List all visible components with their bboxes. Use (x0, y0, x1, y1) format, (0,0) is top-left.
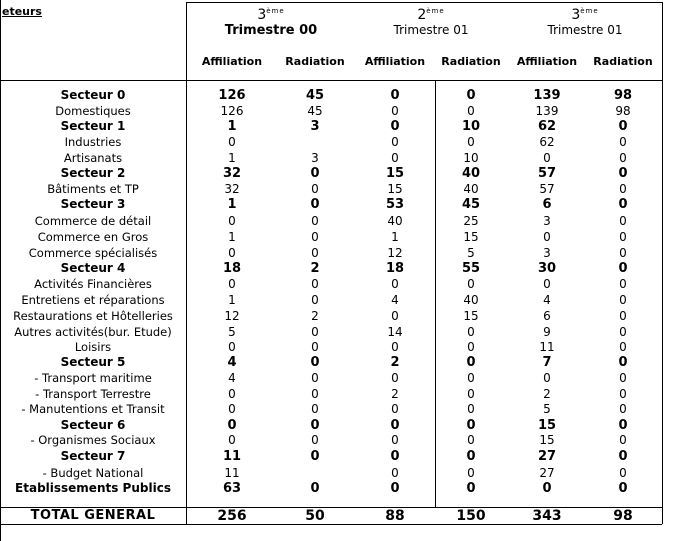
table-cell: 0 (310, 481, 320, 496)
table-cell: 126 (218, 88, 246, 103)
column-header: Radiation (593, 55, 653, 68)
row-label: Secteur 6 (60, 418, 126, 432)
period-header-1 (196, 4, 346, 38)
table-cell: 5 (467, 246, 475, 260)
table-cell: 0 (391, 277, 399, 291)
header-bottom-border (0, 80, 662, 81)
period-trimester: Trimestre 01 (547, 23, 623, 37)
table-cell: 0 (228, 135, 236, 149)
row-label: Secteur 5 (60, 355, 126, 369)
table-cell: 0 (619, 246, 627, 260)
table-cell: 0 (310, 418, 320, 433)
total-cell: 88 (385, 508, 405, 524)
table-cell: 30 (537, 261, 557, 276)
table-cell: 0 (467, 340, 475, 354)
table-cell: 45 (305, 88, 325, 103)
top-border (186, 2, 663, 3)
table-cell: 0 (618, 481, 628, 496)
table-cell: 18 (385, 261, 405, 276)
table-cell: 98 (613, 88, 633, 103)
total-cell: 50 (305, 508, 325, 524)
table-cell: 139 (533, 88, 561, 103)
table-cell: 2 (311, 309, 319, 323)
table-cell: 14 (387, 325, 403, 339)
table-cell: 63 (222, 481, 242, 496)
sector-row (0, 261, 684, 277)
table-cell: 0 (543, 277, 551, 291)
row-label: Etablissements Publics (15, 481, 171, 495)
table-cell: 1 (228, 293, 236, 307)
column-header: Radiation (285, 55, 345, 68)
table-cell: 0 (391, 309, 399, 323)
table-cell: 0 (619, 402, 627, 416)
table-cell: 0 (543, 371, 551, 385)
row-label: Commerce de détail (34, 214, 152, 228)
row-label: Secteur 7 (60, 449, 126, 463)
table-cell: 0 (311, 293, 319, 307)
table-cell: 4 (543, 293, 551, 307)
table-cell: 0 (311, 340, 319, 354)
row-label: Secteur 3 (60, 197, 126, 211)
table-cell: 0 (390, 418, 400, 433)
subsector-row (0, 182, 684, 198)
table-cell: 15 (387, 182, 403, 196)
table-cell: 0 (619, 230, 627, 244)
table-cell: 0 (466, 481, 476, 496)
row-label: Secteur 4 (60, 261, 126, 275)
table-cell: 10 (461, 119, 481, 134)
subsector-row (0, 151, 684, 167)
table-cell: 0 (618, 418, 628, 433)
table-cell: 0 (467, 371, 475, 385)
table-cell: 0 (391, 151, 399, 165)
table-cell: 0 (310, 355, 320, 370)
table-cell: 45 (461, 197, 481, 212)
table-cell: 0 (311, 246, 319, 260)
table-cell: 40 (387, 214, 403, 228)
row-label: - Manutentions et Transit (21, 402, 165, 416)
sector-row (0, 418, 684, 434)
table-cell: 3 (543, 214, 551, 228)
table-cell: 1 (391, 230, 399, 244)
sector-row (0, 166, 684, 182)
table-cell: 0 (467, 277, 475, 291)
subsector-row (0, 387, 684, 403)
table-cell: 32 (224, 182, 240, 196)
period-ordinal: 3 (257, 7, 267, 23)
period-ordinal-suffix: ème (580, 7, 599, 15)
table-cell: 0 (619, 466, 627, 480)
table-cell: 1 (228, 230, 236, 244)
table-cell: 5 (543, 402, 551, 416)
table-cell: 0 (391, 135, 399, 149)
table-cell: 0 (619, 277, 627, 291)
table-cell: 62 (539, 135, 555, 149)
table-cell: 0 (310, 197, 320, 212)
table-cell: 0 (391, 104, 399, 118)
total-cell: 98 (613, 508, 633, 524)
period-header-3 (510, 4, 660, 38)
table-cell: 0 (228, 387, 236, 401)
table-cell: 12 (387, 246, 403, 260)
table-cell: 0 (618, 197, 628, 212)
table-cell: 40 (463, 293, 479, 307)
period-ordinal-suffix: ème (266, 7, 285, 15)
table-cell: 0 (311, 371, 319, 385)
sector-row (0, 449, 684, 465)
row-label: Entretiens et réparations (21, 293, 165, 307)
table-cell: 0 (311, 402, 319, 416)
table-cell: 98 (615, 104, 631, 118)
table-cell: 53 (385, 197, 405, 212)
subsector-row (0, 309, 684, 325)
table-cell: 62 (537, 119, 557, 134)
table-cell: 0 (390, 449, 400, 464)
table-cell: 0 (228, 402, 236, 416)
table-cell: 15 (537, 418, 557, 433)
subsector-row (0, 433, 684, 449)
table-cell: 0 (619, 387, 627, 401)
table-cell: 126 (220, 104, 244, 118)
table-cell: 0 (619, 340, 627, 354)
period-trimester: Trimestre 01 (393, 23, 469, 37)
row-label: Secteur 0 (60, 88, 126, 102)
table-cell: 0 (619, 151, 627, 165)
total-bottom-border (0, 524, 662, 525)
row-label: - Transport Terrestre (35, 387, 151, 401)
subsector-row (0, 135, 684, 151)
table-cell: 0 (466, 355, 476, 370)
table-cell: 0 (467, 402, 475, 416)
table-cell: 0 (311, 214, 319, 228)
table-cell: 0 (390, 481, 400, 496)
table-cell: 2 (391, 387, 399, 401)
subsector-row (0, 293, 684, 309)
table-cell: 0 (619, 135, 627, 149)
table-cell: 10 (463, 151, 479, 165)
table-cell: 0 (391, 402, 399, 416)
table-cell: 0 (310, 166, 320, 181)
table-cell: 18 (222, 261, 242, 276)
table-cell: 4 (391, 293, 399, 307)
table-cell: 6 (542, 197, 552, 212)
table-cell: 0 (618, 119, 628, 134)
table-cell: 0 (466, 418, 476, 433)
table-cell: 2 (390, 355, 400, 370)
row-label: Activités Financières (34, 277, 152, 291)
table-cell: 1 (227, 197, 237, 212)
table-cell: 0 (466, 88, 476, 103)
subsector-row (0, 230, 684, 246)
period-ordinal: 3 (571, 7, 581, 23)
table-cell: 15 (385, 166, 405, 181)
table-cell: 27 (539, 466, 555, 480)
table-cell: 0 (391, 340, 399, 354)
table-cell: 0 (390, 119, 400, 134)
table-cell: 0 (228, 433, 236, 447)
table-cell: 27 (537, 449, 557, 464)
table-cell: 3 (310, 119, 320, 134)
subsector-row (0, 402, 684, 418)
table-cell: 40 (463, 182, 479, 196)
table-cell: 4 (227, 355, 237, 370)
row-label: Bâtiments et TP (47, 182, 139, 196)
subsector-row (0, 214, 684, 230)
table-cell: 0 (311, 277, 319, 291)
row-label: Autres activités(bur. Etude) (14, 325, 172, 339)
table-cell: 0 (228, 340, 236, 354)
table-cell: 3 (311, 151, 319, 165)
row-label: Loisirs (74, 340, 112, 354)
table-cell: 0 (467, 325, 475, 339)
table-cell: 57 (539, 182, 555, 196)
total-cell: 256 (217, 508, 247, 524)
row-label: - Transport maritime (34, 371, 152, 385)
row-label: Artisanats (63, 151, 123, 165)
table-cell: 5 (228, 325, 236, 339)
table-cell: 0 (391, 371, 399, 385)
table-cell: 0 (228, 277, 236, 291)
table-cell: 45 (307, 104, 323, 118)
table-cell: 0 (619, 325, 627, 339)
row-label: - Organismes Sociaux (30, 433, 156, 447)
table-cell: 11 (539, 340, 555, 354)
table-cell: 32 (222, 166, 242, 181)
row-label: - Budget National (42, 466, 144, 480)
row-label: Domestiques (55, 104, 131, 118)
table-cell: 11 (222, 449, 242, 464)
table-cell: 0 (542, 481, 552, 496)
sector-row (0, 88, 684, 104)
table-cell: 25 (463, 214, 479, 228)
table-cell: 15 (463, 309, 479, 323)
table-cell: 0 (467, 433, 475, 447)
table-cell: 7 (542, 355, 552, 370)
table-cell: 0 (619, 371, 627, 385)
table-cell: 4 (228, 371, 236, 385)
row-label: Secteur 2 (60, 166, 126, 180)
table-cell: 0 (619, 309, 627, 323)
table-cell: 6 (543, 309, 551, 323)
table-cell: 0 (467, 387, 475, 401)
table-cell: 0 (619, 293, 627, 307)
subsector-row (0, 371, 684, 387)
period-ordinal: 2 (417, 7, 427, 23)
subsector-row (0, 340, 684, 356)
table-cell: 0 (390, 88, 400, 103)
period-trimester: Trimestre 00 (224, 23, 318, 38)
table-cell: 40 (461, 166, 481, 181)
table-cell: 0 (311, 433, 319, 447)
table-cell: 0 (311, 230, 319, 244)
table-cell: 15 (463, 230, 479, 244)
table-cell: 2 (310, 261, 320, 276)
row-label: Restaurations et Hôtelleries (13, 309, 173, 323)
table-cell: 0 (467, 466, 475, 480)
subsector-row (0, 246, 684, 262)
table-cell: 0 (618, 166, 628, 181)
table-cell: 1 (228, 151, 236, 165)
table-cell: 55 (461, 261, 481, 276)
period-ordinal-suffix: ème (426, 7, 445, 15)
table-cell: 0 (228, 214, 236, 228)
column-header: Affiliation (516, 55, 578, 68)
table-cell: 0 (391, 466, 399, 480)
subsector-row (0, 325, 684, 341)
table-cell: 0 (618, 355, 628, 370)
table-cell: 2 (543, 387, 551, 401)
sector-row (0, 119, 684, 135)
table-cell: 0 (619, 214, 627, 228)
column-header: Affiliation (201, 55, 263, 68)
table-cell: 0 (467, 135, 475, 149)
total-cell: 150 (456, 508, 486, 524)
table-cell: 0 (227, 418, 237, 433)
table-cell: 0 (228, 246, 236, 260)
table-cell: 1 (227, 119, 237, 134)
column-header: Radiation (441, 55, 501, 68)
table-cell: 0 (467, 104, 475, 118)
row-label: Commerce spécialisés (28, 246, 158, 260)
total-label: TOTAL GENERAL (30, 508, 156, 523)
total-row-content (0, 508, 684, 524)
table-cell: 0 (466, 449, 476, 464)
row-label: Commerce en Gros (37, 230, 149, 244)
table-cell: 9 (543, 325, 551, 339)
subsector-row (0, 104, 684, 120)
table-cell: 0 (311, 325, 319, 339)
table-cell: 11 (224, 466, 240, 480)
table-cell: 0 (619, 433, 627, 447)
sector-row (0, 355, 684, 371)
table-cell: 12 (224, 309, 240, 323)
table-cell: 0 (618, 449, 628, 464)
table-cell: 0 (543, 230, 551, 244)
table-cell: 0 (311, 387, 319, 401)
table-cell: 0 (311, 182, 319, 196)
table-cell: 139 (535, 104, 559, 118)
table-cell: 0 (310, 449, 320, 464)
table-cell: 0 (543, 151, 551, 165)
table-cell: 0 (618, 261, 628, 276)
subsector-row (0, 466, 684, 482)
column-header: Affiliation (364, 55, 426, 68)
sector-row (0, 481, 684, 497)
total-cell: 343 (532, 508, 562, 524)
row-label: Industries (64, 135, 122, 149)
period-header-2 (356, 4, 506, 38)
table-cell: 3 (543, 246, 551, 260)
table-cell: 0 (619, 182, 627, 196)
table-cell: 57 (537, 166, 557, 181)
row-label: Secteur 1 (60, 119, 126, 133)
sector-column-heading: eteurs (2, 5, 42, 18)
table-cell: 0 (391, 433, 399, 447)
subsector-row (0, 277, 684, 293)
sector-row (0, 197, 684, 213)
table-cell: 15 (539, 433, 555, 447)
